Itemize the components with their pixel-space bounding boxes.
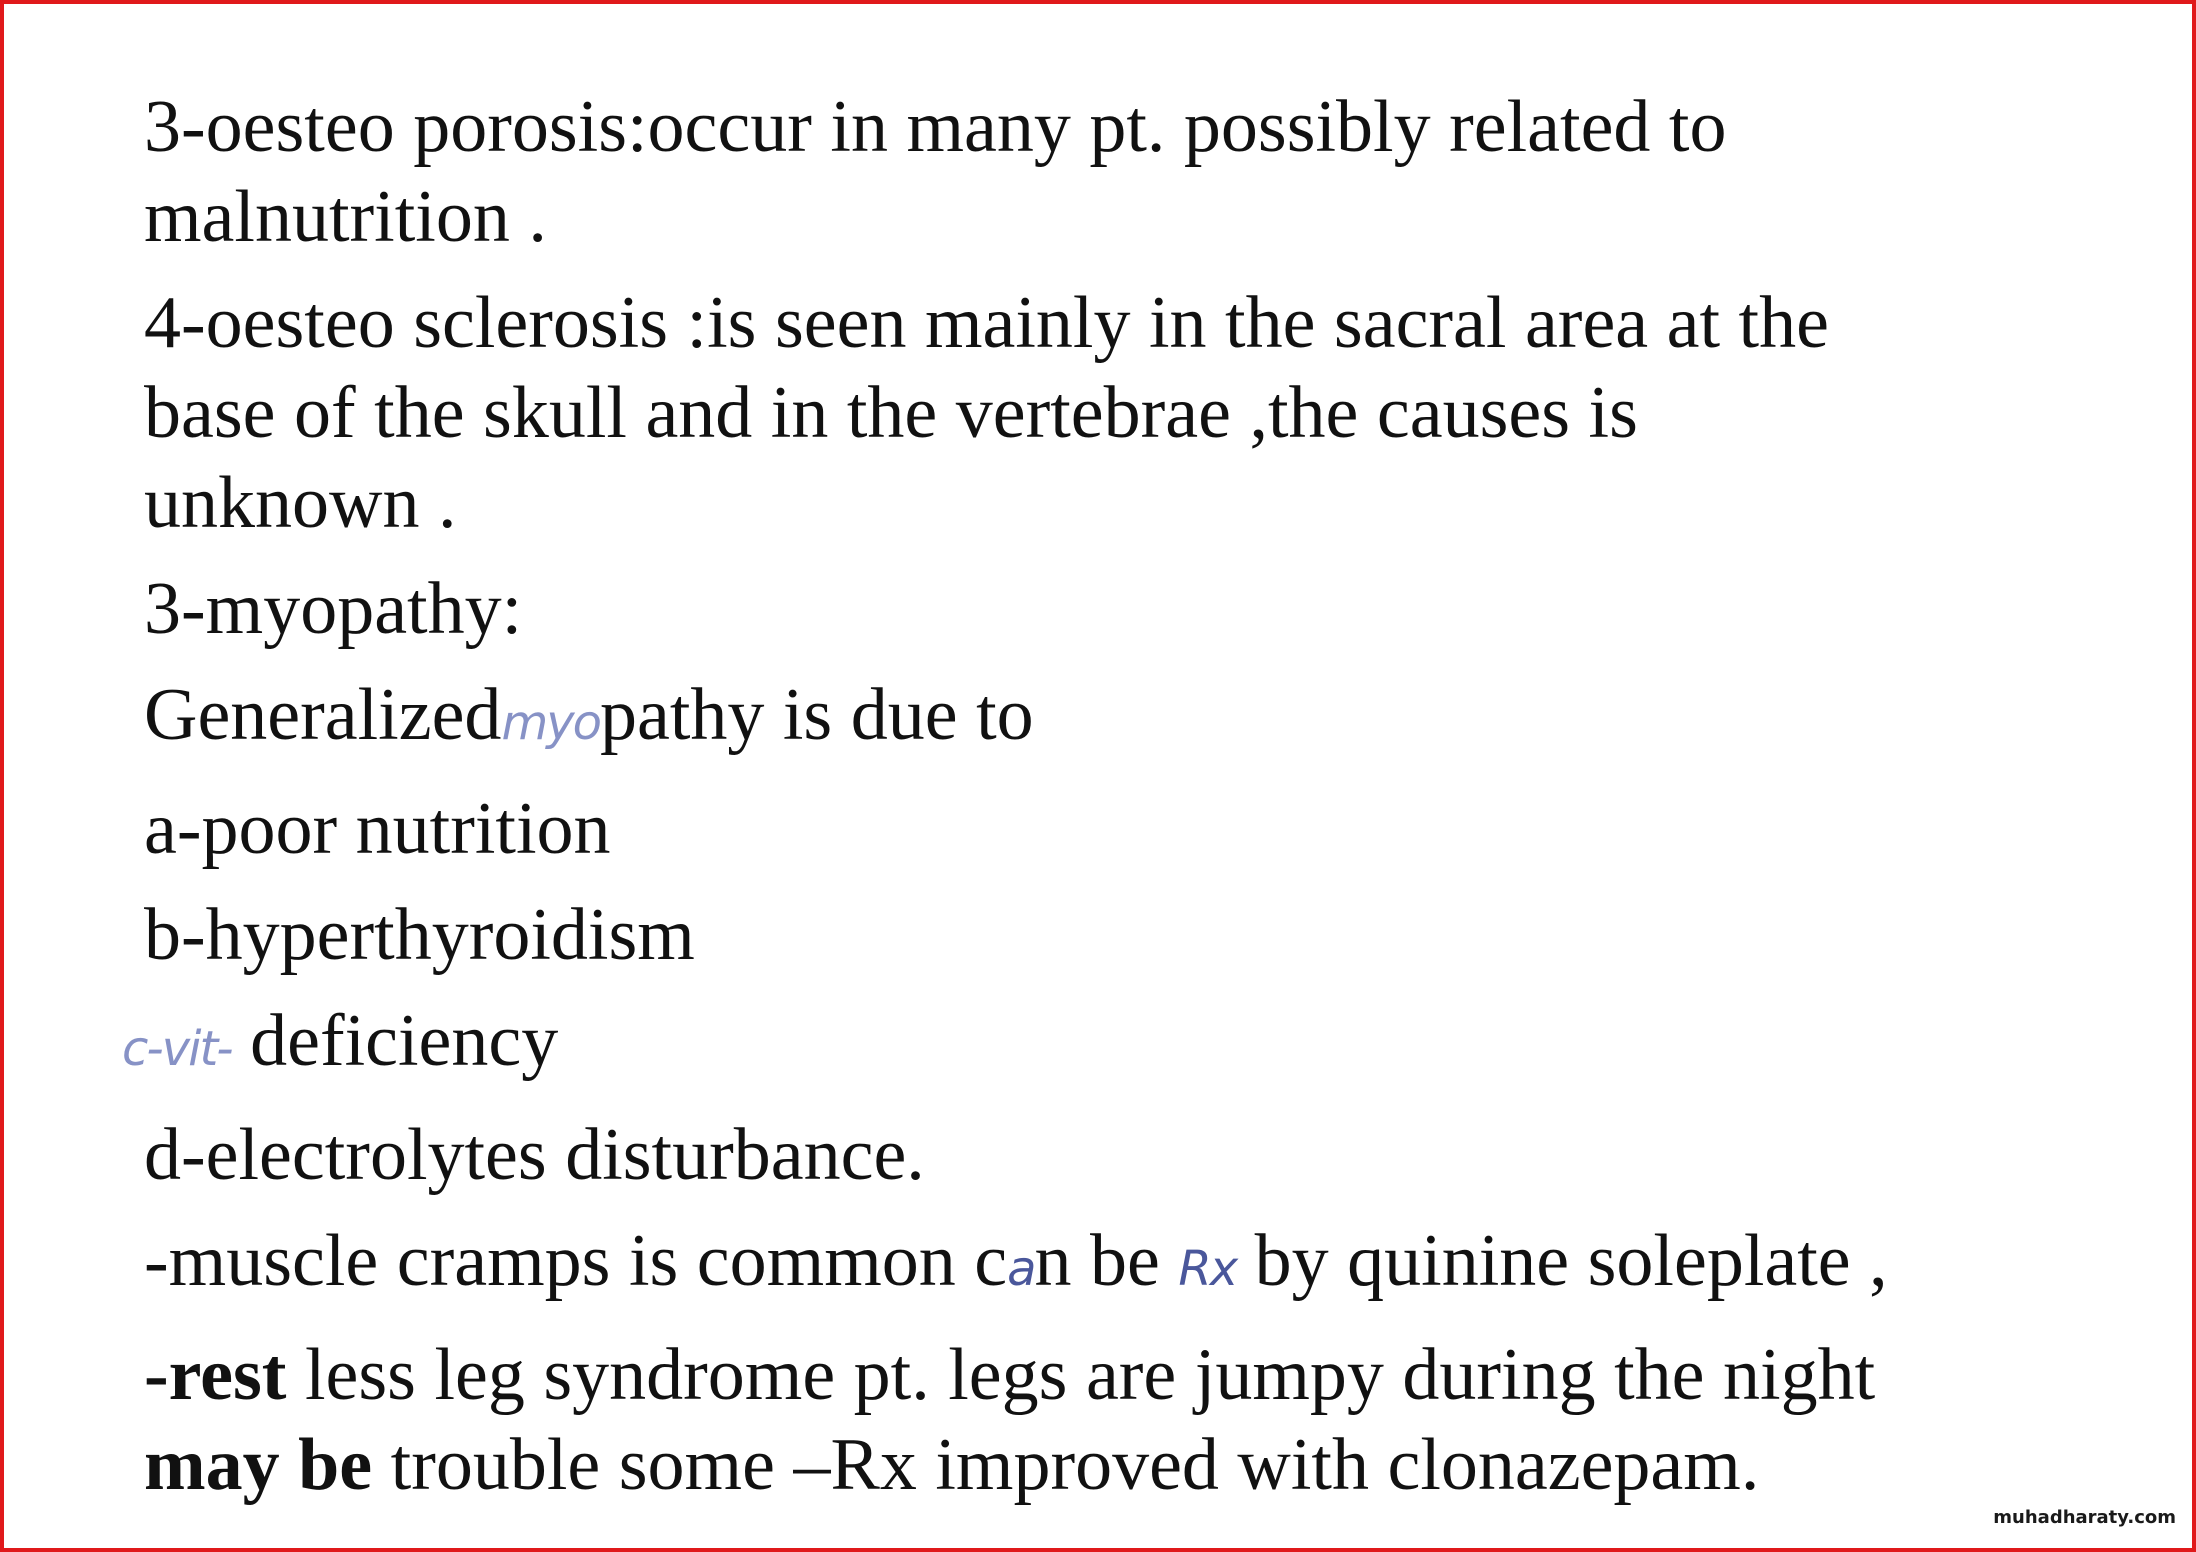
bold-fragment: -rest (144, 1334, 287, 1416)
text-line (144, 1216, 2104, 1314)
list-item-b (144, 890, 2104, 980)
handwritten-annotation: Rx (1178, 1241, 1237, 1297)
text-fragment: by quinine soleplate , (1236, 1220, 1888, 1302)
text-line: 3-myopathy: (144, 568, 523, 650)
heading-myopathy (144, 564, 2104, 654)
handwritten-annotation: c-vit- (122, 1021, 232, 1077)
text-line: base of the skull and in the vertebrae ,the causes is (144, 372, 1638, 454)
list-item-a (144, 784, 2104, 874)
text-line (144, 1330, 2104, 1420)
text-line: 3-oesteo porosis:occur in many pt. possibly related to (144, 86, 1727, 168)
text-fragment: -muscle cramps is common c (144, 1220, 1008, 1302)
site-watermark: muhadharaty.com (1993, 1507, 2176, 1528)
text-line (144, 670, 2104, 768)
paragraph-generalized-myopathy (144, 670, 2104, 768)
text-line (144, 1420, 2104, 1510)
bold-fragment: may be (144, 1424, 373, 1506)
slide-body (122, 82, 2104, 1526)
paragraph-muscle-cramps (144, 1216, 2104, 1314)
handwritten-annotation: a (1007, 1241, 1035, 1297)
text-fragment: pathy is due to (599, 674, 1034, 756)
text-fragment: Generalized (144, 674, 502, 756)
text-line: d-electrolytes disturbance. (144, 1114, 925, 1196)
text-fragment: trouble some –Rx improved with clonazepam. (372, 1424, 1760, 1506)
list-item-c (122, 996, 2104, 1094)
paragraph-osteosclerosis (144, 278, 2104, 548)
text-line (122, 996, 2104, 1094)
paragraph-restless-leg (144, 1330, 2104, 1510)
text-fragment: less leg syndrome pt. legs are jumpy during the night (286, 1334, 1876, 1416)
text-line: b-hyperthyroidism (144, 894, 695, 976)
text-fragment: deficiency (231, 1000, 559, 1082)
text-line: 4-oesteo sclerosis :is seen mainly in the sacral area at the (144, 282, 1829, 364)
paragraph-osteoporosis (144, 82, 2104, 262)
list-item-d (144, 1110, 2104, 1200)
text-line: unknown . (144, 462, 457, 544)
text-line: a-poor nutrition (144, 788, 611, 870)
text-fragment: n be (1034, 1220, 1160, 1302)
text-line: malnutrition . (144, 176, 547, 258)
handwritten-annotation: myo (501, 695, 600, 751)
